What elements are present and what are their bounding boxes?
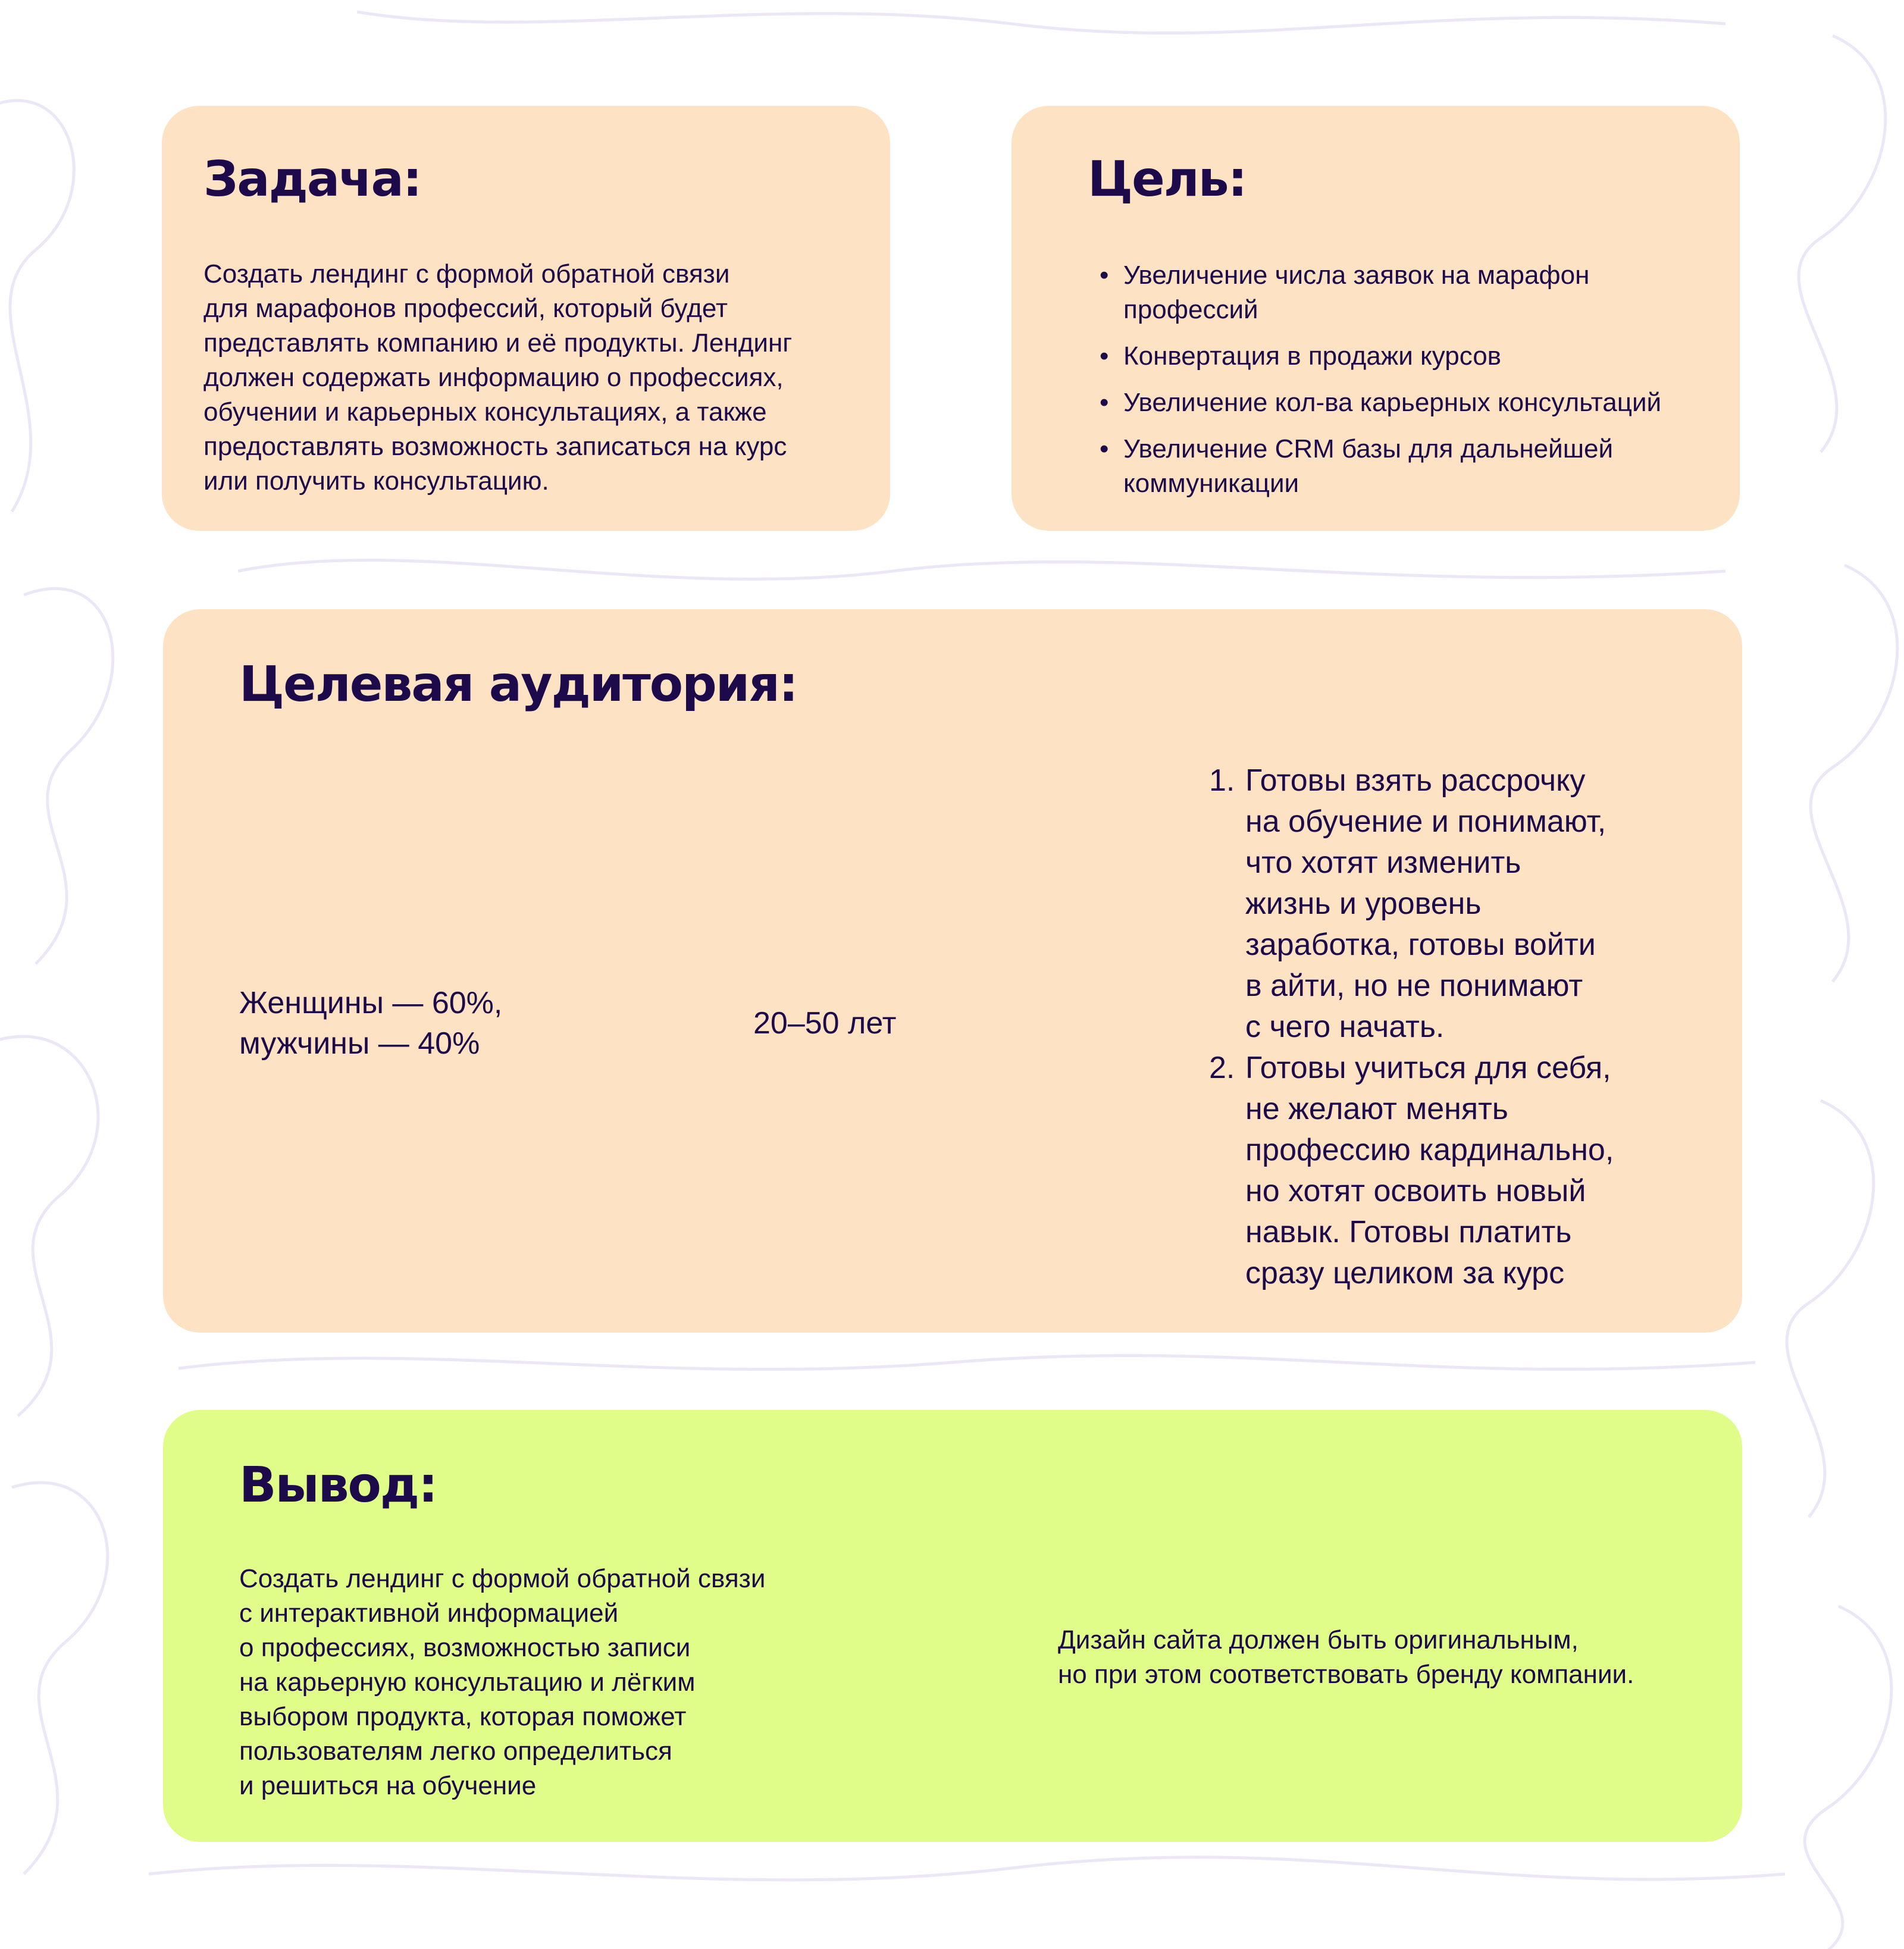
audience-heading: Целевая аудитория: (239, 656, 797, 713)
goal-list (1100, 258, 1730, 513)
task-heading: Задача: (203, 151, 421, 208)
task-line: для марафонов профессий, который будет (203, 294, 728, 323)
task-line: представлять компанию и её продукты. Лендинг (203, 328, 793, 358)
goal-heading: Цель: (1088, 151, 1247, 208)
segment-number: 1. (1209, 763, 1235, 798)
task-line: Создать лендинг с формой обратной связи (203, 259, 730, 289)
list-item: • Конвертация в продажи курсов (1100, 339, 1730, 374)
segment-number: 2. (1209, 1051, 1235, 1085)
conclusion-right-text: Дизайн сайта должен быть оригинальным, но при этом соответствовать бренду компании. (1058, 1625, 1634, 1689)
list-item: • Увеличение CRM базы для дальнейшей коммуникации (1100, 432, 1730, 501)
goal-card (1012, 106, 1740, 531)
task-card (162, 106, 890, 531)
gender-split: Женщины — 60%, мужчины — 40% (239, 986, 503, 1061)
task-line: предоставлять возможность записаться на курс (203, 432, 787, 461)
task-description (203, 257, 792, 499)
list-item: 2. Готовы учиться для себя, не желают менять профессию кардинально, но хотят освоить новый навык. Готовы платить сразу целиком за курс (1209, 1048, 1709, 1294)
task-line: или получить консультацию. (203, 466, 549, 496)
task-line: обучении и карьерных консультациях, а также (203, 397, 767, 427)
list-item: 1. Готовы взять рассрочку на обучение и понимают, что хотят изменить жизнь и уровень заработка, готовы войти в айти, но не понимают с чего начать. (1209, 760, 1709, 1048)
age-range: 20–50 лет (753, 1006, 897, 1041)
list-item: • Увеличение числа заявок на марафон профессий (1100, 258, 1730, 327)
audience-segments (1209, 760, 1709, 1294)
conclusion-heading: Вывод: (239, 1457, 437, 1514)
audience-card (163, 609, 1742, 1333)
list-item: • Увеличение кол-ва карьерных консультаций (1100, 386, 1730, 420)
conclusion-card (163, 1410, 1742, 1842)
task-line: должен содержать информацию о профессиях, (203, 363, 784, 392)
conclusion-left-text: Создать лендинг с формой обратной связи с интерактивной информацией о профессиях, возможностью записи на карьерную консультацию и лёгким выбором продукта, которая поможет пользователям легко определиться и решиться на обучение (239, 1564, 766, 1800)
